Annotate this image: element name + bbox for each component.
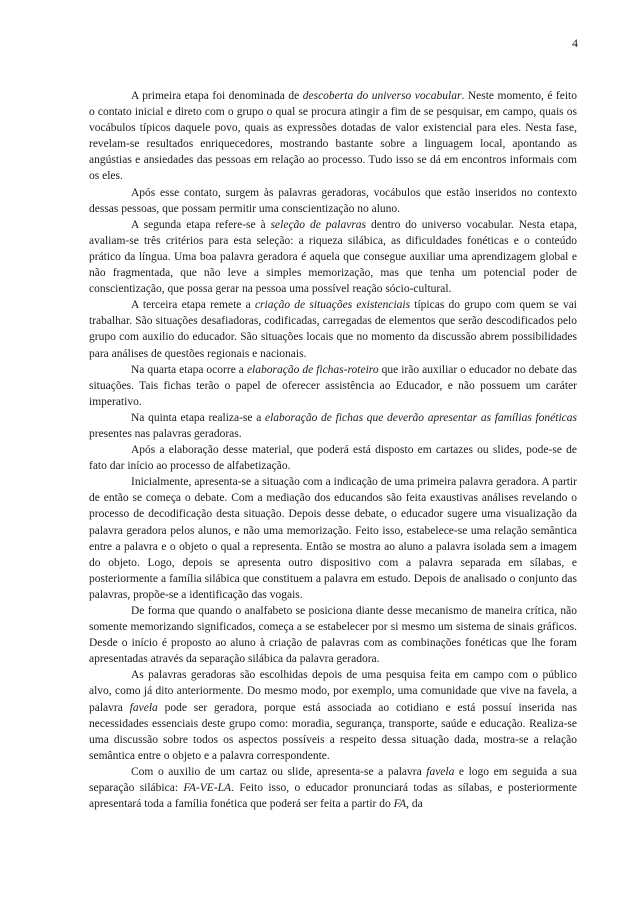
page-number: 4 [572, 36, 578, 50]
text-run: dentro do universo vocabular. Nesta etapa, avaliam-se três critérios para esta seleção: a riqueza silábica, as dificuldades fonéticas e o conteúdo prático da língua. Uma boa palavra geradora é aquela que consegue auxiliar uma aprendizagem global e não fragmentada, que não leve a simples memorização, mas que tenha um potencial poder de conscientização, que possa gerar na pessoa uma possível reação sócio-cultural. [89, 218, 577, 296]
text-run: A primeira etapa foi denominada de [131, 90, 303, 102]
body-text [89, 88, 577, 812]
paragraph [89, 217, 577, 297]
italic-text: favela [129, 701, 158, 714]
paragraph [89, 474, 577, 603]
text-run: As palavras geradoras são escolhidas depois de uma pesquisa feita em campo com o público alvo, como já dito anteriormente. Do mesmo modo, por exemplo, uma comunidade que vive na favela, a palavra [89, 669, 577, 714]
paragraph [89, 442, 577, 474]
paragraph [89, 88, 577, 185]
italic-text: seleção de palavras [270, 218, 367, 231]
paragraph [89, 297, 577, 361]
text-run: A segunda etapa refere-se à [131, 218, 271, 231]
text-run: Inicialmente, apresenta-se a situação com a indicação de uma primeira palavra geradora. A partir de então se começa o debate. Com a mediação dos educandos são feita exaustivas análises revelando o processo de decodificação desta situação. Depois desse debate, o educador sugere uma visualização da palavra geradora pelos alunos, e não uma memorização. Feito isso, estabelece-se uma relação semântica entre a palavra e o objeto o qual a representa. Então se mostra ao aluno a palavra isolada sem a imagem do objeto. Logo, depois se apresenta outro dispositivo com a palavra separada em sílabas, e posteriormente a família silábica que constituem a palavra em estudo. Depois de analisado o conjunto das palavras, propõe-se a identificação das vogais. [89, 476, 577, 601]
text-run: Com o auxilio de um cartaz ou slide, apresenta-se a palavra [131, 765, 427, 778]
paragraph [89, 185, 577, 217]
italic-text: descoberta do universo vocabular [302, 90, 462, 102]
text-run: Na quarta etapa ocorre a [131, 363, 247, 376]
text-run: A terceira etapa remete a [131, 299, 255, 312]
paragraph [89, 603, 577, 667]
text-run: . Neste momento, é feito o contato inicial e direto com o grupo o qual se procura atingir a fim de se pesquisar, em campo, quais os vocábulos típicos daquele povo, quais as expressões dotadas de valor existencial para eles. Nesta fase, revelam-se resultados enriquecedores, mostrando bastante sobre a linguagem local, apontando as angústias e ansiedades das pessoas em relação ao processo. Tudo isso se dá em encontros informais com os eles. [89, 90, 577, 183]
text-run: Após esse contato, surgem às palavras geradoras, vocábulos que estão inseridos no contexto dessas pessoas, que possam permitir uma conscientização no aluno. [89, 186, 577, 215]
text-run: e logo em seguida a sua separação silábica: [89, 765, 577, 795]
italic-text: FA-VE-LA [183, 782, 232, 795]
paragraph [89, 764, 577, 812]
text-run: De forma que quando o analfabeto se posiciona diante desse mecanismo de maneira crítica, não somente memorizando significados, começa a se estabelecer por si mesmo um sistema de sinais gráficos. Desde o início é proposto ao aluno à criação de palavras com as combinações fonéticas que lhe foram apresentadas através da separação silábica da palavra geradora. [89, 605, 577, 666]
italic-text: FA [393, 798, 407, 811]
text-run: típicas do grupo com quem se vai trabalhar. São situações desafiadoras, codificadas, carregadas de elementos que serão descodificados pelo grupo com auxilio do educador. São situações locais que no momento da discussão abrem possibilidades para análises de questões regionais e nacionais. [89, 299, 578, 360]
text-run: , da [406, 798, 423, 811]
text-run: . Feito isso, o educador pronunciará todas as sílabas, e posteriormente apresentará toda a família fonética que poderá ser feita a partir do [89, 782, 577, 811]
paragraph [89, 410, 577, 442]
paragraph [89, 667, 577, 764]
italic-text: criação de situações existenciais [254, 299, 411, 312]
paragraph [89, 362, 577, 410]
italic-text: favela [426, 765, 455, 778]
text-run: Na quinta etapa realiza-se a [131, 411, 265, 424]
italic-text: elaboração de fichas-roteiro [246, 363, 379, 376]
text-run: presentes nas palavras geradoras. [89, 427, 242, 440]
text-run: que irão auxiliar o educador no debate das situações. Tais fichas terão o papel de oferecer assistência ao Educador, e não possuem um caráter imperativo. [89, 363, 578, 408]
italic-text: elaboração de fichas que deverão apresentar as famílias fonéticas [264, 411, 577, 424]
text-run: Após a elaboração desse material, que poderá está disposto em cartazes ou slides, pode-se de fato dar início ao processo de alfabetização. [89, 444, 577, 473]
text-run: pode ser geradora, porque está associada ao cotidiano e está possuí inserida nas necessidades essenciais deste grupo como: moradia, segurança, transporte, saúde e educação. Realiza-se uma discussão sobre todos os aspectos possíveis a respeito dessa situação dada, mostra-se a relação semântica entre o objeto e a palavra correspondente. [89, 701, 577, 762]
